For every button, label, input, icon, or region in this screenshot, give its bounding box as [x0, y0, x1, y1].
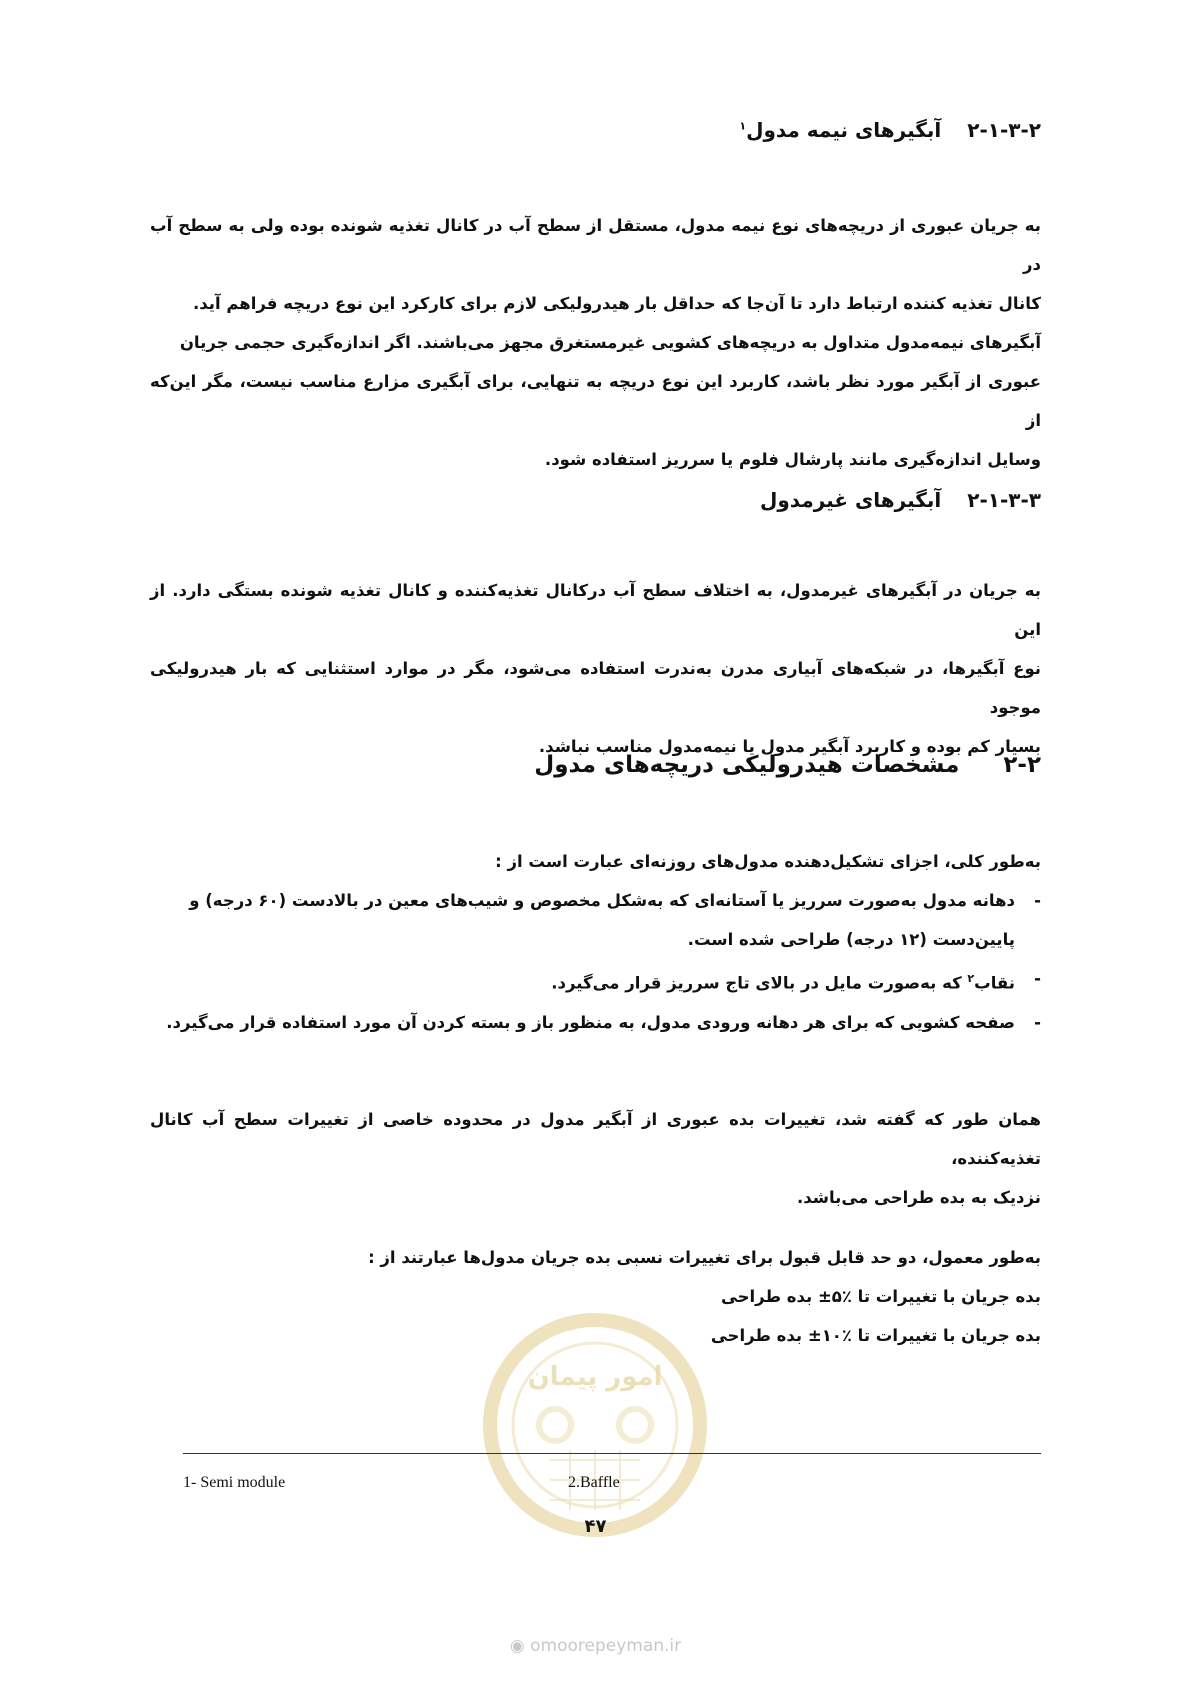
text-line: وسایل اندازه‌گیری مانند پارشال فلوم یا سرریز استفاده شود. — [544, 450, 1041, 469]
footnote-1: 1- Semi module — [183, 1474, 286, 1491]
text-line: به جریان عبوری از دریچه‌های نوع نیمه مدول، مستقل از سطح آب در کانال تغذیه شونده بوده ولی به سطح آب در — [150, 216, 1041, 274]
text-line: نزدیک به بده طراحی می‌باشد. — [796, 1188, 1041, 1207]
bullet-dash: - — [1034, 969, 1041, 988]
section-heading-non-module — [150, 488, 1041, 512]
text-line: بده جریان با تغییرات تا ٪۵± بده طراحی — [720, 1287, 1041, 1306]
watermark-site: omoorepeyman.ir — [530, 1636, 682, 1656]
text-line: نوع آبگیرها، در شبکه‌های آبیاری مدرن به‌ندرت استفاده می‌شود، مگر در موارد استثنایی که بار هیدرولیکی موجود — [150, 659, 1041, 717]
text-line: به جریان در آبگیرهای غیرمدول، به اختلاف سطح آب درکانال تغذیه‌کننده و کانال تغذیه شونده بستگی دارد. از این — [150, 581, 1041, 639]
footnote-2: 2.Baffle — [568, 1474, 620, 1491]
paragraph — [150, 206, 1041, 479]
section-number: ۲-۱-۳-۳ — [967, 488, 1041, 512]
page-number: ۴۷ — [584, 1516, 607, 1537]
text-line: پایین‌دست (۱۲ درجه) طراحی شده است. — [687, 930, 1015, 949]
list-item — [150, 881, 1041, 959]
watermark-site-text: ◉ omoorepeyman.ir — [509, 1636, 682, 1656]
text-fragment: که به‌صورت مایل در بالای تاج سرریز قرار می‌گیرد. — [551, 973, 968, 993]
text-line: به‌طور کلی، اجزای تشکیل‌دهنده مدول‌های روزنه‌ای عبارت است از : — [495, 852, 1041, 871]
footnote-mark: ۲ — [967, 972, 975, 985]
paragraph — [150, 842, 1041, 1042]
footnote-rule — [183, 1453, 1041, 1454]
text-fragment: نقاب — [974, 973, 1015, 993]
text-line: همان طور که گفته شد، تغییرات بده عبوری از آبگیر مدول در محدوده خاصی از تغییرات سطح آب کانال تغذیه‌کننده، — [150, 1110, 1041, 1168]
watermark-logo-text: امور پیمان — [527, 1362, 663, 1392]
text-line: بسیار کم بوده و کاربرد آبگیر مدول یا نیمه‌مدول مناسب نباشد. — [538, 737, 1041, 756]
paragraph — [150, 1100, 1041, 1217]
paragraph — [150, 1238, 1041, 1355]
bullet-dash: - — [1034, 891, 1041, 910]
list-item — [150, 959, 1041, 1003]
footnote-mark: ۱ — [739, 119, 747, 133]
text-line: به‌طور معمول، دو حد قابل قبول برای تغییرات نسبی بده جریان مدول‌ها عبارتند از : — [368, 1248, 1041, 1267]
text-line: کانال تغذیه کننده ارتباط دارد تا آن‌جا که حداقل بار هیدرولیکی لازم برای کارکرد این نوع دریچه فراهم آید. — [192, 294, 1041, 313]
section-title: مشخصات هیدرولیکی دریچه‌های مدول — [534, 752, 960, 778]
section-title: آبگیرهای غیرمدول — [760, 488, 942, 512]
text-line: صفحه کشویی که برای هر دهانه ورودی مدول، به منظور باز و بسته کردن آن مورد استفاده قرار می‌گیرد. — [166, 1012, 1015, 1032]
text-line: عبوری از آبگیر مورد نظر باشد، کاربرد این نوع دریچه به تنهایی، برای آبگیری مزارع مناسب نیست، مگر این‌که از — [150, 372, 1041, 430]
text-line — [150, 959, 1015, 1003]
text-line: بده جریان با تغییرات تا ٪۱۰± بده طراحی — [710, 1326, 1041, 1345]
section-heading-semi-module — [150, 118, 1041, 142]
list-item — [150, 1003, 1041, 1042]
section-number: ۲-۲ — [1003, 752, 1041, 778]
bullet-dash: - — [1034, 1012, 1041, 1032]
text-line: دهانه مدول به‌صورت سرریز یا آستانه‌ای که به‌شکل مخصوص و شیب‌های معین در بالادست (۶۰ درجه) و — [189, 891, 1015, 910]
paragraph — [150, 571, 1041, 766]
section-number: ۲-۱-۳-۲ — [967, 118, 1041, 142]
text-line: آبگیرهای نیمه‌مدول متداول به دریچه‌های کشویی غیرمستغرق مجهز می‌باشند. اگر اندازه‌گیری حجمی جریان — [179, 333, 1041, 352]
section-title: آبگیرهای نیمه مدول — [746, 118, 942, 142]
section-heading-hydraulic — [150, 752, 1041, 778]
